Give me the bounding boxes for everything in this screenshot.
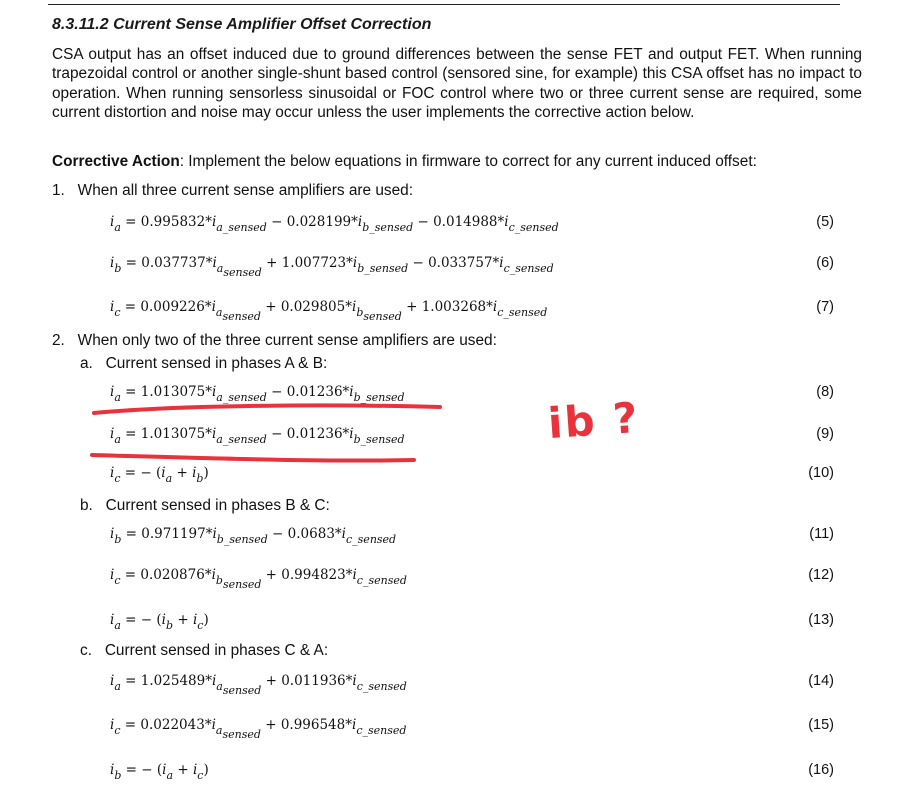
current-symbol: $i_a$: [211, 717, 223, 737]
current-symbol: $i_b$: [110, 526, 122, 546]
current-symbol: $i_{c\_sensed}$: [499, 255, 554, 275]
equation-number: (6): [816, 255, 834, 271]
current-symbol: $i_c$: [192, 612, 204, 632]
current-symbol: $i_{c\_sensed}$: [352, 567, 407, 587]
handwritten-note: ib ?: [546, 392, 642, 449]
equation-number: (11): [809, 526, 834, 542]
equation: $i_c = 0.020876*i_{bsensed} + 0.994823*i_{c\_sensed}$: [110, 567, 407, 591]
current-symbol: $i_a$: [212, 255, 224, 275]
current-symbol: $i_{a\_sensed}$: [211, 426, 267, 446]
equation: $i_c$ = − $(i_a + i_b)$: [110, 465, 209, 485]
list-text: When all three current sense amplifiers are used:: [77, 182, 414, 199]
equation: $i_c = 0.022043*i_{asensed} + 0.996548*i_{c\_sensed}$: [110, 717, 407, 741]
equation: $i_a$ = − $(i_b + i_c)$: [110, 612, 209, 632]
current-symbol: $i_a$: [110, 612, 121, 632]
equation: $i_a = 1.025489*i_{asensed} + 0.011936*i_{c\_sensed}$: [110, 673, 407, 697]
current-symbol: $i_{c\_sensed}$: [341, 526, 397, 546]
current-symbol: $i_{b\_sensed}$: [352, 255, 409, 275]
current-symbol: $i_{a\_sensed}$: [211, 214, 267, 234]
current-symbol: $i_{c\_sensed}$: [492, 299, 548, 319]
equation: $i_b = 0.037737*i_{asensed} + 1.007723*i_{b\_sensed} - 0.033757*i_{c\_sensed}$: [110, 255, 554, 279]
body-paragraph: CSA output has an offset induced due to ground differences between the sense FET and output FET. When running trapezoidal control or another single-shunt based control (sensored sine, for example) this CSA offset has no impact to operation. When running sensorless sinusoidal or FOC control where two or three current sense are required, some current distortion and noise may occur unless the user implements the corrective action below.: [52, 46, 862, 122]
equation-number: (7): [816, 299, 834, 315]
equation-number: (10): [808, 465, 834, 481]
current-symbol: $i_{a\_sensed}$: [211, 384, 267, 404]
current-symbol: $i_{b\_sensed}$: [349, 384, 405, 404]
sub-text: Current sensed in phases B & C:: [105, 497, 330, 514]
current-symbol: $i_b$: [192, 465, 204, 485]
current-symbol: $i_{b\_sensed}$: [212, 526, 268, 546]
current-symbol: $i_{c\_sensed}$: [351, 717, 407, 737]
list-number: 2.: [52, 332, 65, 349]
equation-number: (14): [808, 673, 834, 689]
equation-number: (15): [808, 717, 834, 733]
current-symbol: $i_{c\_sensed}$: [352, 673, 407, 693]
current-symbol: $i_c$: [110, 299, 121, 319]
equation-number: (8): [816, 384, 834, 400]
corrective-text: : Implement the below equations in firmware to correct for any current induced offset:: [179, 153, 757, 170]
sub-letter: c.: [80, 642, 92, 659]
current-symbol: $i_b$: [351, 299, 364, 319]
equation: $i_a = 1.013075*i_{a\_sensed} - 0.01236*i_{b\_sensed}$: [110, 384, 405, 404]
current-symbol: $i_b$: [110, 762, 122, 782]
sub-letter: a.: [80, 355, 93, 372]
current-symbol: $i_c$: [192, 762, 204, 782]
current-symbol: $i_a$: [161, 465, 173, 485]
current-symbol: $i_b$: [110, 255, 122, 275]
equation: $i_b$ = − $(i_a + i_c)$: [110, 762, 209, 782]
equation: $i_a = 1.013075*i_{a\_sensed} - 0.01236*i_{b\_sensed}$: [110, 426, 405, 446]
current-symbol: $i_a$: [110, 384, 121, 404]
red-underline-2: [92, 455, 414, 461]
equation: $i_a = 0.995832*i_{a\_sensed} - 0.028199*i_{b\_sensed} - 0.014988*i_{c\_sensed}$: [110, 214, 559, 234]
current-symbol: $i_{c\_sensed}$: [504, 214, 559, 234]
current-symbol: $i_b$: [161, 612, 174, 632]
sub-letter: b.: [80, 497, 93, 514]
equation-number: (13): [808, 612, 834, 628]
current-symbol: $i_a$: [211, 299, 223, 319]
current-symbol: $i_c$: [110, 567, 121, 587]
equation: $i_c = 0.009226*i_{asensed} + 0.029805*i_{bsensed} + 1.003268*i_{c\_sensed}$: [110, 299, 548, 323]
current-symbol: $i_a$: [110, 214, 121, 234]
current-symbol: $i_b$: [211, 567, 223, 587]
current-symbol: $i_a$: [110, 426, 121, 446]
current-symbol: $i_{b\_sensed}$: [357, 214, 414, 234]
list-number: 1.: [52, 182, 65, 199]
equation-number: (16): [808, 762, 834, 778]
sub-text: Current sensed in phases A & B:: [105, 355, 328, 372]
current-symbol: $i_a$: [110, 673, 121, 693]
current-symbol: $i_a$: [162, 762, 174, 782]
section-title: 8.3.11.2 Current Sense Amplifier Offset Correction: [52, 16, 432, 33]
current-symbol: $i_a$: [211, 673, 223, 693]
current-symbol: $i_{b\_sensed}$: [349, 426, 405, 446]
current-symbol: $i_c$: [110, 465, 121, 485]
current-symbol: $i_c$: [110, 717, 121, 737]
equation-number: (12): [808, 567, 834, 583]
equation-number: (5): [816, 214, 834, 230]
equation: $i_b = 0.971197*i_{b\_sensed} - 0.0683*i_{c\_sensed}$: [110, 526, 397, 546]
sub-text: Current sensed in phases C & A:: [104, 642, 329, 659]
corrective-label: Corrective Action: [52, 153, 180, 170]
red-underline-1: [94, 405, 440, 413]
equation-number: (9): [816, 426, 834, 442]
list-text: When only two of the three current sense amplifiers are used:: [77, 332, 497, 349]
